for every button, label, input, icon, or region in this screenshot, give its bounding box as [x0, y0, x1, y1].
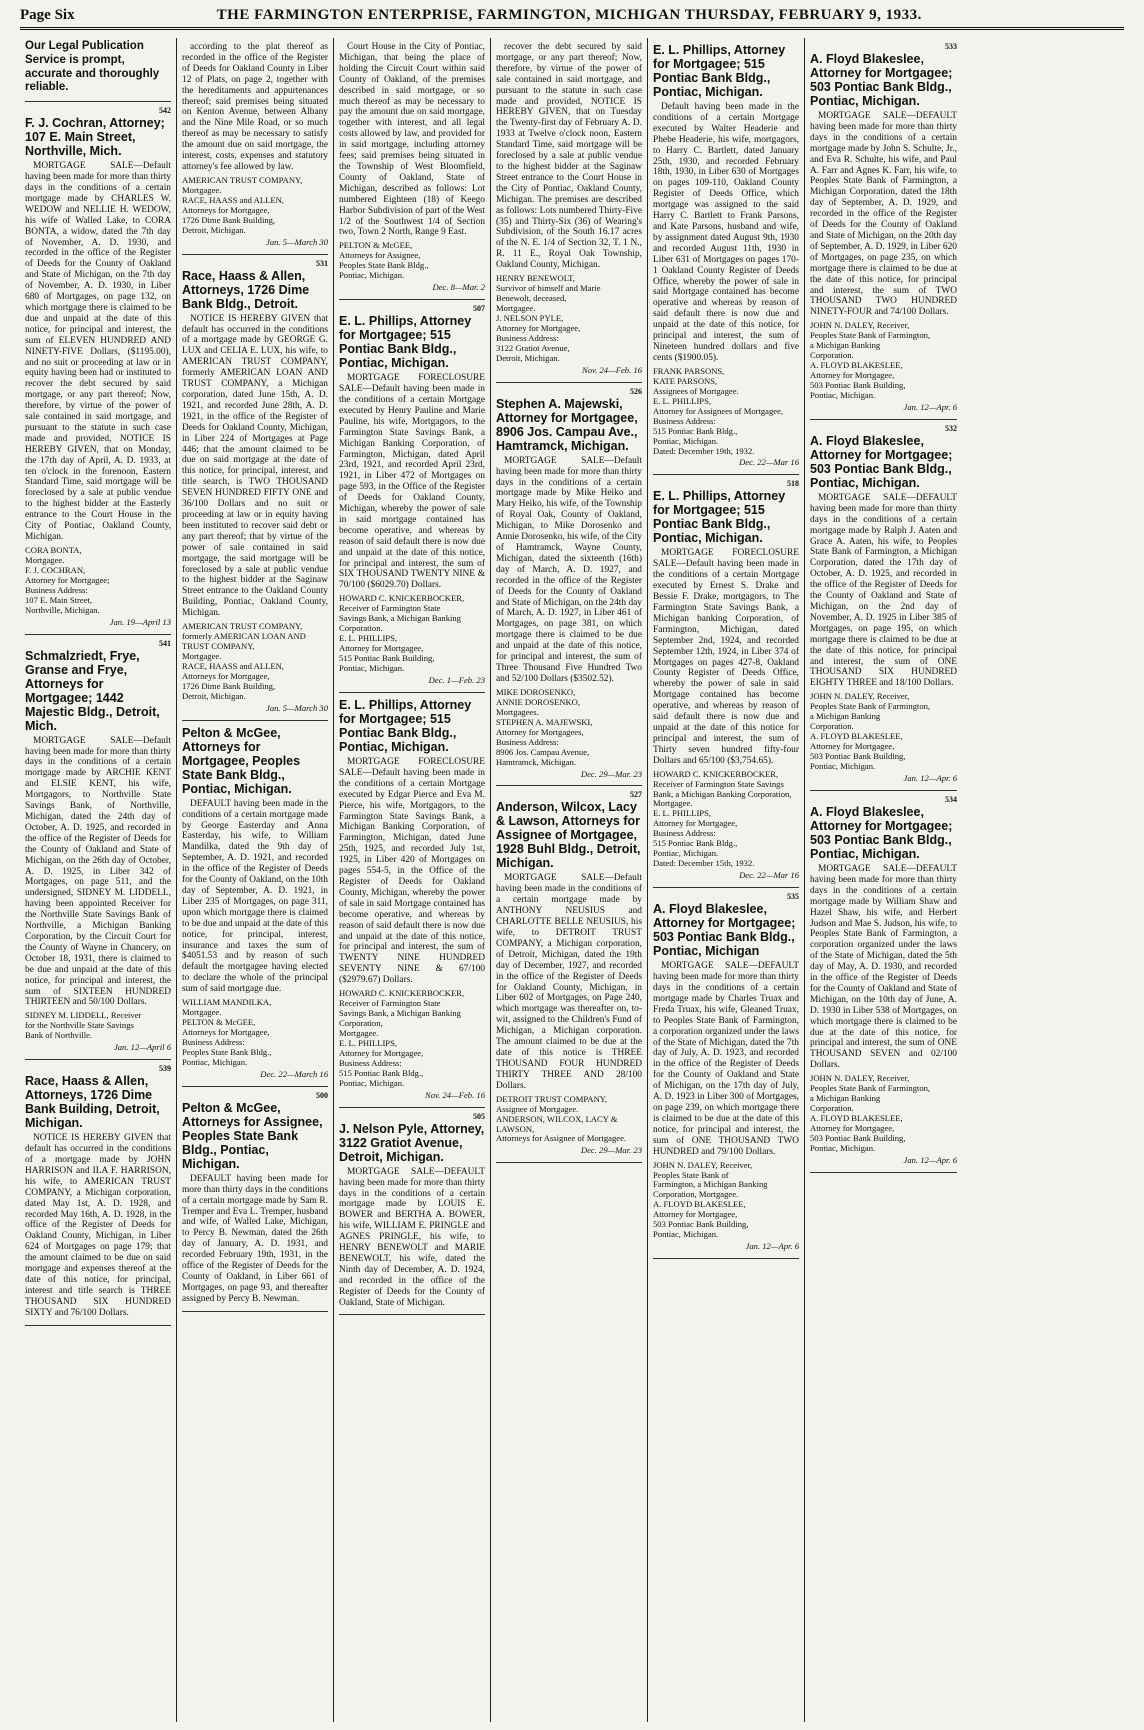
signature-line: 8906 Jos. Campau Avenue, [496, 746, 590, 757]
legal-notice [182, 721, 328, 1087]
notice-body: NOTICE IS HEREBY GIVEN that default has occurred in the conditions of a mortgage made by JOHN HARRISON and ILA F. HARRISON, his wife, to AMERICAN TRUST COMPANY, a Michigan corporation, dated May 1st, A. D. 1928, and recorded May 16th, A. D. 1928, in the office of the Register of Deeds for Oakland County, Michigan, in Liber 624 of Mortgages on page 179; that the amount claimed to be due on said mortgage and expenses thereof at the date of this notice, for principal, interest and title search is THREE THOUSAND SIX HUNDRED SIXTY and 76/100 Dollars. [25, 1133, 171, 1318]
signature-line: Assignee of Mortgagee. [496, 1103, 579, 1114]
notice-heading: Pelton & McGee, Attorneys for Assignee, Peoples State Bank Bldg., Pontiac, Michigan. [182, 1100, 323, 1171]
notice-number: 533 [945, 42, 957, 51]
signature-line: Business Address: [653, 828, 716, 839]
signature-line: ANDERSON, WILCOX, LACY & LAWSON, [496, 1113, 618, 1134]
signature-line: 515 Pontiac Bank Bldg., [339, 1067, 424, 1078]
notice-body: MORTGAGE SALE—Default having been made for more than thirty days in the conditions of a certain mortgage made by ARCHIE KENT and ELSIE KENT, his wife, Mortgagors, to Northville State Savings Bank, of Northville, Michigan, dated the 24th day of October, A. D. 1925, and recorded in the office of the Register of Deeds for the County of Oakland and State of Michigan, on the 26th day of October, A. D. 1925, in Liber 342 of Mortgages, on page 511, and the undersigned, SIDNEY M. LIDDELL, having been appointed Receiver for the Northville State Savings Bank of Northville, a Michigan Banking Corporation, by the Circuit Court for the County of Wayne in Chancery, on October 18, 1931, there is claimed to be due and unpaid at the date of this notice, for principal and interest, the sum of SIXTEEN HUNDRED THIRTEEN and 50/100 Dollars. [25, 735, 171, 1008]
signature-line: Bank of Northville. [25, 1030, 93, 1041]
notice-heading: E. L. Phillips, Attorney for Mortgagee; 515 Pontiac Bank Bldg., Pontiac, Michigan. [339, 314, 472, 371]
notice-body: MORTGAGE FORECLOSURE SALE—Default having been made in the conditions of a certain Mortgage executed by Ernest S. Drake and Bessie F. Drake, mortgagors, to The Farmington State Savings Bank, a Michigan banking Corporation, of Farmington, Michigan, dated September 2nd, 1924, and recorded September 12th, 1924, in Liber 374 of Mortgages on pages 427-8, Oakland County Register of Deeds Office, whereby the power of sale in said Mortgage contained has become operative, and whereas by reason of said default there is now due and unpaid at the date of this notice for principal and interest, the sum of Thirty seven hundred fifty-four Dollars and 65/100 ($3,754.65). [653, 548, 799, 766]
legal-notice [496, 383, 642, 787]
publication-dates: Dec. 1—Feb. 23 [428, 675, 485, 686]
signature-line: Corporation, [339, 1017, 383, 1028]
signature-line: AMERICAN TRUST COMPANY, [182, 621, 303, 632]
page-label: Page Six [20, 7, 75, 23]
signature-line: Pontiac, Michigan. [339, 1077, 405, 1088]
legal-notice [653, 888, 799, 1259]
signature-line: Detroit, Michigan. [182, 690, 246, 701]
legal-notice [810, 420, 957, 791]
signature-line: 503 Pontiac Bank Building, [810, 1133, 906, 1143]
column-3 [334, 38, 491, 1722]
signature-line: Attorney for Mortgagees, [496, 726, 584, 737]
legal-notice [25, 1060, 171, 1325]
signature-line: TRUST COMPANY, [182, 640, 255, 651]
notice-heading: F. J. Cochran, Attorney; 107 E. Main Street, Northville, Mich. [25, 116, 165, 159]
signature-line: Attorney for Mortgagee; [25, 574, 110, 585]
notice-heading: E. L. Phillips, Attorney for Mortgagee; 515 Pontiac Bank Bldg., Pontiac, Michigan. [653, 489, 786, 546]
signature-line: Pontiac, Michigan. [339, 663, 405, 674]
signature-line: a Michigan Banking [810, 340, 881, 351]
signature-line: 515 Pontiac Bank Bldg., [653, 425, 738, 436]
signature-line: Attorney for Mortgagee, [810, 741, 895, 752]
notice-signature [182, 998, 328, 1068]
column-2 [177, 38, 334, 1722]
signature-line: PELTON & McGEE, [182, 1017, 256, 1027]
signature-line: J. NELSON PYLE, [496, 312, 564, 323]
signature-line: Detroit, Michigan. [496, 352, 560, 363]
signature-line: A. FLOYD BLAKESLEE, [653, 1199, 746, 1210]
signature-line: HOWARD C. KNICKERBOCKER, [339, 593, 465, 604]
notice-signature [496, 688, 642, 768]
signature-line: Business Address: [496, 736, 559, 747]
signature-line: Corporation. [810, 350, 854, 361]
signature-line: MIKE DOROSENKO, [496, 686, 576, 697]
signature-line: formerly AMERICAN LOAN AND [182, 631, 306, 641]
notice-signature [653, 770, 799, 870]
signature-line: Attorneys for Assignee, [339, 250, 421, 261]
notice-number: 507 [473, 304, 485, 314]
signature-line: Business Address: [182, 1036, 245, 1047]
signature-line: Attorneys for Mortgagee, [182, 670, 270, 681]
notice-heading: A. Floyd Blakeslee, Attorney for Mortgagee; 503 Pontiac Bank Bldg., Pontiac, Michigan. [810, 52, 953, 108]
signature-line: Mortgagee. [182, 650, 222, 661]
signature-line: Mortgagee. [182, 184, 222, 195]
notice-body: MORTGAGE SALE—Default having been made for more than thirty days in the conditions of a certain mortgage made by Mike Heiko and Mary Heiko, his wife, of the Township of Royal Oak, County of Oakland, Michigan, to Mike Dorosenko and Annie Dorosenko, his wife, of the City of Hamtramck, Wayne County, Michigan, dated the sixteenth (16th) day of March, A. D. 1927, and recorded in the office of the Register of Deeds for the County of Oakland and State of Michigan, on the 24th day of March, A. D. 1927, in Liber 461 of Mortgages, on page 381, on which mortgage there is claimed to be due and unpaid at the date of this notice, for principal and interest, the sum of Three Thousand Five Hundred Two and 52/100 Dollars ($3502.52). [496, 455, 642, 684]
signature-line: AMERICAN TRUST COMPANY, [182, 174, 303, 185]
signature-line: 503 Pontiac Bank Building, [653, 1219, 749, 1230]
publication-dates: Jan. 19—April 13 [109, 616, 171, 627]
publication-dates: Jan. 12—Apr. 6 [903, 773, 957, 783]
notice-heading: Stephen A. Majewski, Attorney for Mortgagee, 8906 Jos. Campau Ave., Hamtramck, Michigan. [496, 396, 638, 453]
notice-heading: A. Floyd Blakeslee, Attorney for Mortgagee; 503 Pontiac Bank Bldg., Pontiac, Michigan. [810, 804, 953, 861]
signature-line: Corporation. [810, 1103, 854, 1114]
notice-number: 541 [159, 638, 171, 648]
legal-notice [810, 38, 957, 420]
signature-line: Savings Bank, a Michigan Banking [339, 1007, 461, 1018]
signature-line: Attorneys for Mortgagee, [182, 204, 270, 215]
publication-dates: Nov. 24—Feb. 16 [582, 364, 642, 375]
notice-number: 500 [316, 1090, 328, 1100]
signature-line: JOHN N. DALEY, Receiver, [810, 320, 910, 331]
signature-line: Hamtramck, Michigan. [496, 756, 576, 767]
column-5 [648, 38, 805, 1722]
column-4 [491, 38, 648, 1722]
publication-dates: Dec. 22—Mar 16 [739, 870, 799, 881]
signature-line: E. L. PHILLIPS, [653, 808, 712, 819]
publication-dates: Dec. 22—Mar 16 [739, 457, 799, 468]
signature-line: Corporation. [810, 721, 854, 732]
notice-body: MORTGAGE SALE—DEFAULT having been made for more than thirty days in the conditions of a certain mortgage made by John S. Schulte, Jr., and Eva R. Schulte, his wife, and Paul A. Farr and Agnes K. Farr, his wife, to Peoples State Bank of Farmington, a Michigan Corporation, dated the 18th day of September, A. D. 1929, and recorded in the office of the Register of Deeds for the County of Oakland and State of Michigan, on the 20th day of September, A. D. 1929, in Liber 620 of Mortgages, on page 235, on which mortgage there is claimed to be due at the date of this notice, for principal and interest, the sum of TWO THOUSAND TWO HUNDRED NINETY-FOUR and 74/100 Dollars. [810, 111, 957, 318]
signature-line: Mortgagee. [182, 1007, 222, 1018]
column-6 [805, 38, 962, 1722]
legal-notice [339, 693, 485, 1108]
signature-line: Farmington, a Michigan Banking [653, 1179, 768, 1190]
signature-line: WILLIAM MANDILKA, [182, 997, 272, 1008]
notice-heading: Schmalzriedt, Frye, Granse and Frye, Attorneys for Mortgagee; 1442 Majestic Bldg., Detroit, Mich. [25, 648, 160, 733]
publication-dates: Dec. 8—Mar. 2 [432, 282, 485, 293]
signature-line: Corporation. [339, 623, 383, 634]
signature-line: Attorney for Mortgagee, [653, 1209, 738, 1220]
signature-line: 1726 Dime Bank Building, [182, 680, 276, 691]
signature-line: Business Address: [496, 332, 559, 343]
notice-body: MORTGAGE SALE—DEFAULT having been made for more than thirty days in the conditions of a certain mortgage made by LOUIS E. BOWER and BERTHA A. BOWER, his wife, WILLIAM E. PRINGLE and AGNES PRINGLE, his wife, to HENRY BENEWOLT and MARIE BENEWOLT, his wife, dated the Ninth day of December, A. D. 1924, and recorded in the office of the Register of Deeds for the County of Oakland, State of Michigan. [339, 1166, 485, 1308]
publication-dates: Jan. 12—Apr. 6 [745, 1241, 799, 1252]
signature-line: Mortgagee. [339, 1027, 379, 1038]
notice-heading: Anderson, Wilcox, Lacy & Lawson, Attorneys for Assignee of Mortgagee, 1928 Buhl Bldg., Detroit, Michigan. [496, 800, 641, 871]
signature-line: Pontiac, Michigan. [653, 1229, 719, 1240]
legal-notice [339, 300, 485, 693]
signature-line: ANNIE DOROSENKO, [496, 696, 581, 707]
notice-signature [810, 692, 957, 772]
signature-line: PELTON & McGEE, [339, 240, 413, 251]
signature-line: Attorney for Mortgagee, [653, 818, 738, 829]
signature-line: Attorney for Mortgagee, [339, 1047, 424, 1058]
notice-number: 526 [630, 386, 642, 396]
signature-line: Survivor of himself and Marie [496, 283, 601, 293]
notice-number: 532 [945, 423, 957, 433]
publication-dates: Nov. 24—Feb. 16 [425, 1089, 485, 1100]
signature-line: A. FLOYD BLAKESLEE, [810, 731, 903, 742]
notice-number: 539 [159, 1064, 171, 1074]
notice-signature [25, 1011, 171, 1041]
notice-body: Default having been made in the conditions of a certain Mortgage executed by Walter Headerie and Phebe Headerie, his wife, mortgagors, to Harry C. Bartlett, dated January 25th, 1930, and recorded February 18th, 1930, in Liber 630 of Mortgages on pages 109-110, Oakland County Register of Deeds Office, which mortgage was assigned to the said Harry C. Bartlett to Frank Parsons, and Kate Parsons, husband and wife, by assignment dated August 9th, 1930 and recorded August 11th, 1930 in Liber 631 of Mortgages on pages 170-1 Oakland County Register of Deeds Office, whereby the power of sale in said Mortgage contained has become operative and whereas by reason of said default there is now due and unpaid at the date of this notice, for principal and interest, the sum of Nineteen hundred dollars and five cents ($1900.05). [653, 102, 799, 363]
legal-notice [810, 791, 957, 1173]
signature-line: Attorney for Assignees of Mortgagee, [653, 405, 784, 416]
signature-line: JOHN N. DALEY, Receiver, [653, 1159, 753, 1170]
notice-body: NOTICE IS HEREBY GIVEN that default has occurred in the conditions of a mortgage made by GEORGE G. LUX and CELIA E. LUX, his wife, to AMERICAN TRUST COMPANY, formerly AMERICAN LOAN AND TRUST COMPANY, a Michigan corporation, dated June 15th, A. D. 1921, and recorded June 28th, A. D. 1921, in the office of the Register of Deeds for Oakland County, Michigan, in Liber 224 of Mortgages at Page 446; that the amount claimed to be due on said mortgage at the date of this notice, for principal, interest, and title search, is TWO THOUSAND SEVEN HUNDRED FIFTY ONE and 36/100 Dollars and no suit or proceeding at law or in equity having been instituted to recover said debt or any part thereof; that by virtue of the power of sale contained in said mortgage, the said mortgage will be foreclosed by a sale at public vendue to the highest bidder at the Saginaw Street entrance to the Oakland County Building, Pontiac, Oakland County, Michigan. [182, 313, 328, 619]
signature-line: Attorney for Mortgagee, [810, 370, 895, 381]
notice-signature [339, 989, 485, 1089]
signature-line: Peoples State Bank of Farmington, [810, 701, 931, 712]
legal-notice [496, 786, 642, 1163]
signature-line: RACE, HAASS and ALLEN, [182, 660, 284, 671]
notice-signature [653, 1161, 799, 1241]
signature-line: Detroit, Michigan. [182, 224, 246, 235]
notice-signature [653, 367, 799, 457]
signature-line: E. L. PHILLIPS, [339, 1037, 398, 1048]
notice-body: Court House in the City of Pontiac, Michigan, that being the place of holding the Circuit Court within said County of Oakland, of the premises described in said mortgage, or so much thereof as may be necessary to pay the amount due on said mortgage, together with interest, and all legal costs allowed by law, and provided for in said mortgage, including attorney fees; said premises being situated in the Township of West Bloomfield, County of Oakland, State of Michigan, described as follows: Lot numbered Eighteen (18) of Keego Harbor Subdivision of part of the West 1/2 of the Southwest 1/4 of Section two, Town 2 North, Range 9 East. [339, 42, 485, 238]
notice-body: MORTGAGE SALE—Default having been made in the conditions of a certain mortgage made by ANTHONY NEUSIUS and CHARLOTTE BELLE NEUSIUS, his wife, to DETROIT TRUST COMPANY, a Michigan corporation, of Detroit, Michigan, dated the 19th day of December, 1927, and recorded in the office of the Register of Deeds for Oakland County, Michigan, in Liber 602 of Mortgages, on Page 240, which mortgage was thereafter on, to-wit, assigned to the Children's Fund of Michigan, a Michigan corporation. The amount claimed to be due at the date of this notice is THREE THOUSAND FOUR HUNDRED THIRTY THREE AND 28/100 Dollars. [496, 873, 642, 1091]
signature-line: a Michigan Banking [810, 1093, 881, 1104]
signature-line: Receiver of Farmington State Savings [653, 778, 784, 789]
signature-line: 515 Pontiac Bank Bldg., [653, 838, 738, 849]
publication-service-notice: Our Legal Publication Service is prompt, accurate and thoroughly reliable. [25, 38, 171, 102]
signature-line: Attorneys for Mortgagee, [182, 1026, 270, 1037]
legal-notice [339, 1108, 485, 1316]
notice-signature [810, 321, 957, 401]
signature-line: Bank, a Michigan Banking Corporation, [653, 788, 792, 799]
publication-dates: Jan. 5—March 30 [266, 702, 328, 713]
signature-line: Pontiac, Michigan. [653, 848, 719, 859]
column-1 [20, 38, 177, 1722]
publication-dates: Jan. 12—Apr. 6 [903, 401, 957, 412]
legal-notice [339, 38, 485, 300]
signature-line: Savings Bank, a Michigan Banking [339, 613, 461, 624]
signature-line: Receiver of Farmington State [339, 603, 441, 614]
legal-notice [653, 38, 799, 475]
notice-body: DEFAULT having been made for more than thirty days in the conditions of a certain mortgage made by Sam R. Tremper and Eva L. Tremper, husband and wife, of Walled Lake, Michigan, to Percy B. Newman, dated the 26th day of January, A. D. 1931, and recorded February 19th, 1931, in the office of the Register of Deeds for the County of Oakland, in Liber 661 of Mortgages, on page 93, and thereafter assigned by Percy B. Newman. [182, 1173, 328, 1304]
signature-line: 107 E. Main Street, [25, 594, 93, 605]
notice-number: 534 [945, 794, 957, 804]
signature-line: Mortgagees. [496, 706, 539, 717]
signature-line: Mortgagee. [496, 302, 536, 313]
notice-heading: E. L. Phillips, Attorney for Mortgagee; 515 Pontiac Bank Bldg., Pontiac, Michigan. [653, 43, 786, 99]
signature-line: Peoples State Bank of [653, 1169, 729, 1180]
signature-line: Peoples State Bank Bldg., [339, 260, 429, 271]
signature-line: Pontiac, Michigan. [810, 761, 876, 772]
legal-notice [25, 102, 171, 634]
notice-body: according to the plat thereof as recorded in the office of the Register of Deeds for Oakland County in Liber 12 of Plats, on page 2, together with the hereditaments and appurtenances thereof; said premises being situated on Kenton Avenue, between Albany and the Nine Mile Road, or so much thereof as may be necessary to satisfy the amount due on said mortgage, the interest, costs, expenses and statutory attorney's fee allowed by law. [182, 42, 328, 172]
signature-line: Pontiac, Michigan. [810, 1142, 876, 1153]
signature-line: E. L. PHILLIPS, [339, 633, 398, 644]
legal-notice [653, 475, 799, 888]
signature-line: Peoples State Bank Bldg., [182, 1046, 272, 1057]
legal-notice [182, 1087, 328, 1312]
signature-line: for the Northville State Savings [25, 1020, 134, 1031]
columns-container [20, 38, 1124, 1722]
publication-dates: Dec. 29—Mar. 23 [580, 768, 642, 779]
notice-heading: A. Floyd Blakeslee, Attorney for Mortgagee; 503 Pontiac Bank Bldg., Pontiac, Michigan [653, 902, 796, 959]
signature-line: Pontiac, Michigan. [182, 1056, 248, 1067]
notice-body: recover the debt secured by said mortgage, or any part thereof; Now, therefore, by virtue of the power of sale contained in said mortgage, and pursuant to the statute in such case made and provided, NOTICE IS HEREBY GIVEN, that on Tuesday the Twenty-first day of February A. D. 1933 at Twelve o'clock noon, Eastern Standard Time, said mortgage will be foreclosed by a sale at public vendue to the highest bidder at the Saginaw Street entrance to the Court House in the City of Pontiac, Oakland County, Michigan. The premises are described as follows: Lots numbered Thirty-Five (35) and Thirty-Six (36) of Wearing's Subdivision, of the South 16.17 acres of the N. E. 1/4 of Section 32, T. 1 N., R. 11 E., Royal Oak Township, Oakland County, Michigan. [496, 42, 642, 271]
signature-line: E. L. PHILLIPS, [653, 395, 712, 406]
signature-line: Mortgagee. [25, 554, 65, 565]
signature-line: Attorney for Mortgagee, [496, 322, 581, 333]
notice-signature [339, 241, 485, 281]
notice-number: 518 [787, 479, 799, 489]
signature-line: STEPHEN A. MAJEWSKI, [496, 716, 593, 727]
signature-line: Mortgagee. [653, 798, 693, 809]
signature-line: Assignees of Mortgagee. [653, 385, 739, 396]
signature-line: Attorneys for Assignee of Mortgagee. [496, 1133, 627, 1144]
notice-signature [810, 1074, 957, 1154]
notice-signature [496, 1095, 642, 1145]
signature-line: CORA BONTA, [25, 544, 82, 555]
notice-body: MORTGAGE FORECLOSURE SALE—Default having been made in the conditions of a certain Mortgage executed by Edgar Pierce and Eva M. Pierce, his wife, Mortgagors, to the Farmington State Savings Bank, a Michigan Banking Corporation, of Farmington, Michigan, dated June 25th, 1925, and recorded July 1st, 1925, in Liber 420 of Mortgages on pages 554-5, in the Office of the Register of Deeds for Oakland County, Michigan, whereby the power of sale in said Mortgage contained has become operative, and whereas by reason of said default there is now due and unpaid at the date of this notice, for principal and interest, the sum of TWENTY NINE HUNDRED SEVENTY NINE & 67/100 ($2979.67) Dollars. [339, 757, 485, 986]
publication-dates: Dec. 22—March 16 [260, 1068, 328, 1079]
signature-line: 503 Pontiac Bank Building, [810, 380, 906, 391]
legal-notice [182, 38, 328, 255]
signature-line: A. FLOYD BLAKESLEE, [810, 360, 903, 371]
notice-signature [25, 546, 171, 616]
publication-dates: Jan. 12—April 6 [113, 1042, 171, 1053]
signature-line: Pontiac, Michigan. [810, 390, 876, 400]
signature-line: F. J. COCHRAN, [25, 564, 86, 575]
signature-line: Corporation, Mortgagee. [653, 1189, 739, 1200]
notice-heading: J. Nelson Pyle, Attorney, 3122 Gratiot Avenue, Detroit, Michigan. [339, 1121, 485, 1164]
notice-number: 535 [787, 892, 799, 902]
signature-line: Pontiac, Michigan. [653, 435, 719, 446]
signature-line: Business Address: [25, 584, 88, 595]
notice-signature [182, 622, 328, 702]
notice-heading: Race, Haass & Allen, Attorneys, 1726 Dime Bank Building, Detroit, Michigan. [25, 1074, 160, 1131]
notice-signature [182, 176, 328, 236]
publication-dates: Jan. 12—Apr. 6 [903, 1154, 957, 1165]
signature-line: Business Address: [339, 1057, 402, 1068]
signature-line: RACE, HAASS and ALLEN, [182, 194, 284, 205]
notice-body: MORTGAGE SALE—DEFAULT having been made for more than thirty days in the conditions of a certain mortgage made by Charles Truax and Freda Truax, his wife, Gleaned Truax, to Peoples State Bank of Farmington, a corporation organized under the laws of the State of Michigan, dated the 7th day of July, A. D. 1923, and recorded in the office of the Register of Deeds for the County of Oakland and State of Michigan, on the 17th day of July, A. D. 1923 in Liber 300 of Mortgages, on page 239, on which mortgage there is claimed to be due at the date of this notice, for principal and interest, the sum of ONE THOUSAND TWO HUNDRED and 79/100 Dollars. [653, 961, 799, 1157]
signature-line: HOWARD C. KNICKERBOCKER, [339, 988, 465, 999]
signature-line: a Michigan Banking [810, 711, 881, 722]
newspaper-title: THE FARMINGTON ENTERPRISE, FARMINGTON, MICHIGAN THURSDAY, FEBRUARY 9, 1933. [216, 7, 922, 23]
notice-number: 505 [473, 1111, 485, 1121]
signature-line: Dated: December 15th, 1932. [653, 858, 755, 869]
publication-dates: Jan. 5—March 30 [266, 236, 328, 247]
signature-line: Dated: December 19th, 1932. [653, 445, 755, 456]
signature-line: Receiver of Farmington State [339, 998, 441, 1008]
signature-line: Northville, Michigan. [25, 604, 100, 615]
signature-line: Attorney for Mortgagee, [810, 1123, 895, 1134]
signature-line: Pontiac, Michigan. [339, 270, 405, 281]
notice-body: MORTGAGE SALE—DEFAULT having been made for more than thirty days in the conditions of a certain mortgage made by Ralph J. Aaten and Grace A. Aaten, his wife, to Peoples State Bank of Farmington, a Michigan Corporation, dated the 17th day of October, A. D. 1925, and recorded in the office of the Register of Deeds for the County of Oakland and State of Michigan, on the 2nd day of November, A. D. 1925 in Liber 385 of Mortgages, on page 195, on which mortgage there is claimed to be due at the date of this notice, for principal and interest, the sum of ONE THOUSAND SIX HUNDRED EIGHTY THREE and 18/100 Dollars. [810, 492, 957, 689]
signature-line: Attorney for Mortgagee, [339, 643, 424, 654]
notice-body: MORTGAGE FORECLOSURE SALE—Default having been made in the conditions of a certain Mortgage executed by Henry Pauline and Marie Pauline, his wife, Mortgagors, to the Farmington State Savings Bank, a Michigan Banking Corporation, of Farmington, Michigan, dated April 23rd, 1921, and recorded April 23rd, 1921, in Liber 472 of Mortgages on page 593, in the Office of the Register of Deeds for Oakland County, Michigan, whereby the power of sale in said mortgage contained has become operative, and whereas by reason of said default there is now due and unpaid at the date of this notice, for principal and interest, the sum of SIX THOUSAND TWENTY NINE & 70/100 ($6029.70) Dollars. [339, 373, 485, 591]
notice-heading: Pelton & McGee, Attorneys for Mortgagee, Peoples State Bank Bldg., Pontiac, Michigan. [182, 725, 301, 796]
signature-line: HOWARD C. KNICKERBOCKER, [653, 768, 779, 779]
signature-line: Benewolt, deceased, [496, 292, 567, 303]
signature-line: JOHN N. DALEY, Receiver, [810, 691, 910, 702]
signature-line: A. FLOYD BLAKESLEE, [810, 1113, 903, 1124]
signature-line: FRANK PARSONS, [653, 365, 725, 376]
signature-line: Peoples State Bank of Farmington, [810, 1083, 931, 1094]
notice-body: MORTGAGE SALE—DEFAULT having been made for more than thirty days in the conditions of a certain mortgage made by William Shaw and Hazel Shaw, his wife, and Herbert Judson and Mae S. Judson, his wife, to Peoples State Bank of Farmington, a corporation organized under the laws of the State of Michigan, dated the 5th day of May, A. D. 1930, and recorded in the office of the Register of Deeds for the County of Oakland and State of Michigan, on the 10th day of June, A. D. 1930 in Liber 538 of Mortgages, on which mortgage there is claimed to be due at the date of this notice, for principal and interest, the sum of ONE THOUSAND SEVEN and 02/100 Dollars. [810, 863, 957, 1071]
legal-notice [496, 38, 642, 383]
masthead [20, 4, 1124, 30]
signature-line: 515 Pontiac Bank Building, [339, 653, 435, 664]
signature-line: Peoples State Bank of Farmington, [810, 330, 931, 341]
publication-dates: Dec. 29—Mar. 23 [580, 1145, 642, 1156]
legal-notice [25, 635, 171, 1061]
notice-heading: A. Floyd Blakeslee, Attorney for Mortgagee; 503 Pontiac Bank Bldg., Pontiac, Michigan. [810, 433, 953, 490]
signature-line: DETROIT TRUST COMPANY, [496, 1093, 608, 1104]
notice-number: 531 [316, 258, 328, 268]
notice-number: 527 [630, 790, 642, 800]
signature-line: 503 Pontiac Bank Building, [810, 751, 906, 762]
signature-line: SIDNEY M. LIDDELL, Receiver [25, 1010, 142, 1021]
signature-line: 1726 Dime Bank Building, [182, 214, 276, 225]
notice-heading: Race, Haass & Allen, Attorneys, 1726 Dime Bank Bldg., Detroit. [182, 268, 310, 311]
notice-signature [496, 274, 642, 364]
signature-line: Business Address: [653, 415, 716, 426]
legal-notice [182, 255, 328, 721]
notice-body: DEFAULT having been made in the conditions of a certain mortgage made by George Easterday and Anna Easterday, his wife, to William Mandilka, dated the 9th day of September, A. D. 1921, and recorded in the office of the Register of Deeds for the County of Oakland, on the 10th day of September, A. D. 1921, in Liber 235 of Mortgages, on page 311, upon which mortgage there is claimed to be due and unpaid at the date of this notice, for principal, interest, insurance and taxes the sum of $4051.53 and by reason of such default the mortgagee having elected to declare the whole of the principal sum of said mortgage due. [182, 798, 328, 995]
signature-line: HENRY BENEWOLT, [496, 273, 575, 284]
notice-signature [339, 594, 485, 674]
signature-line: JOHN N. DALEY, Receiver, [810, 1073, 910, 1084]
notice-heading: E. L. Phillips, Attorney for Mortgagee; 515 Pontiac Bank Bldg., Pontiac, Michigan. [339, 698, 472, 754]
notice-number: 542 [159, 106, 171, 116]
notice-body: MORTGAGE SALE—Default having been made for more than thirty days in the conditions of a certain mortgage made by CHARLES W. WEDOW and NELLIE H. WEDOW, his wife of Walled Lake, to CORA BONTA, a widow, dated the 7th day of November, A. D. 1930, and recorded in the office of the Register of Deeds for the County of Oakland and State of Michigan, on the 7th day of November, A. D. 1930, in Liber 680 of Mortgages, on page 132, on which mortgage there is claimed to be due and unpaid at the date of this notice, for principal and interest, the sum of ELEVEN HUNDRED AND NINETY-FIVE Dollars, ($1195.00), and no suit or proceeding at law or in equity having been had or instituted to recover the debt secured by said mortgage, or any part thereof; Now, therefore, by virtue of the power of sale contained in said mortgage, and pursuant to the statute in such case made and provided, NOTICE IS HEREBY GIVEN, that on Monday, the 17th day of April, A. D. 1933, at ten o'clock in the forenoon, Eastern Standard Time, said mortgage will be foreclosed by a sale at public vendue to the highest bidder at the Easterly entrance to the Court House in the City of Pontiac, Oakland County, Michigan. [25, 161, 171, 542]
signature-line: KATE PARSONS, [653, 375, 718, 386]
signature-line: 3122 Gratiot Avenue, [496, 342, 570, 353]
